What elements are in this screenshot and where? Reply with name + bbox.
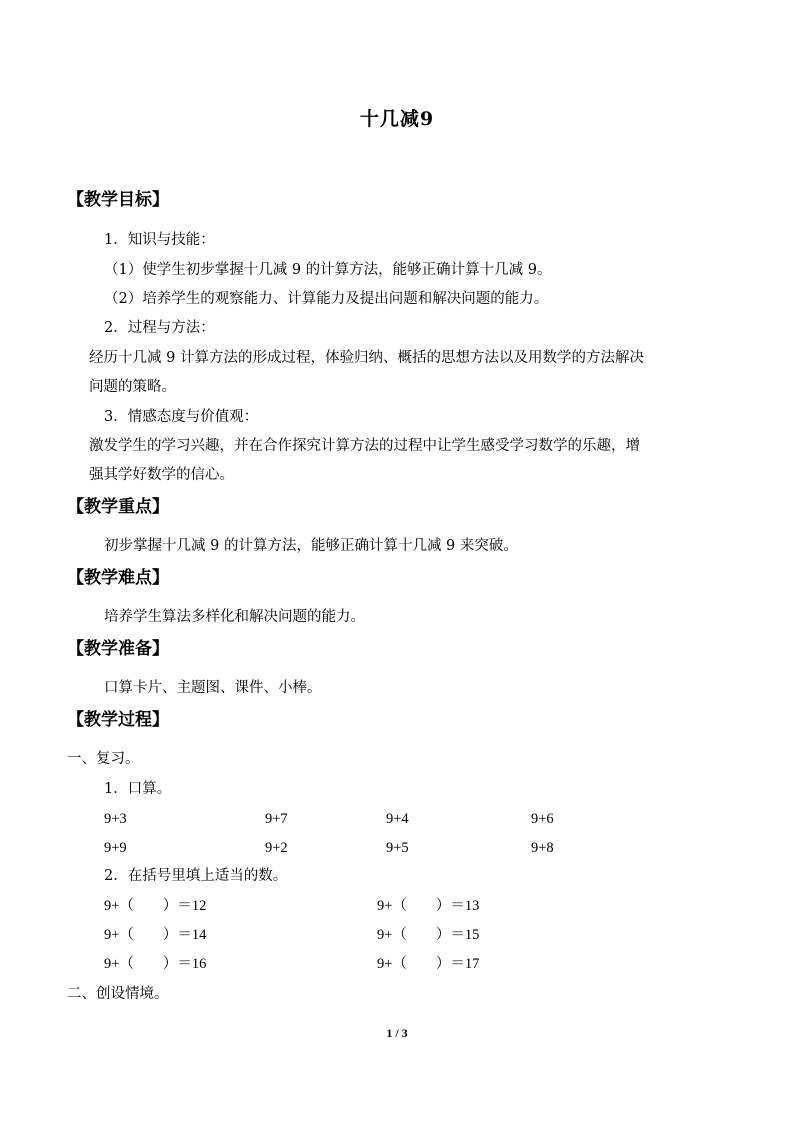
oral-title: 1．口算。 [104, 781, 172, 797]
oral-item: 9+4 [386, 811, 409, 827]
objectives-item3: 3．情感态度与价值观： [104, 409, 259, 425]
process-section1: 一、复习。 [67, 751, 140, 767]
objectives-item2-text-2: 问题的策略。 [89, 379, 176, 395]
difficulties-text: 培养学生算法多样化和解决问题的能力。 [104, 609, 365, 625]
heading-key-points: 【教学重点】 [67, 497, 169, 517]
objectives-item1: 1．知识与技能： [104, 232, 215, 248]
fill-title: 2．在括号里填上适当的数。 [104, 868, 288, 884]
fill-item: 9+（ ）＝15 [377, 927, 480, 943]
key-points-text: 初步掌握十几减 9 的计算方法，能够正确计算十几减 9 来突破。 [104, 538, 518, 554]
objectives-item3-text-2: 强其学好数学的信心。 [89, 467, 234, 483]
fill-item: 9+（ ）＝12 [104, 898, 207, 914]
oral-item: 9+2 [265, 840, 288, 856]
objectives-item1-b: （2）培养学生的观察能力、计算能力及提出问题和解决问题的能力。 [104, 291, 549, 307]
oral-item: 9+5 [386, 840, 409, 856]
oral-item: 9+3 [104, 811, 127, 827]
objectives-item1-a: （1）使学生初步掌握十几减 9 的计算方法，能够正确计算十几减 9。 [104, 262, 552, 278]
process-section2: 二、创设情境。 [67, 986, 169, 1002]
oral-item: 9+6 [531, 811, 554, 827]
oral-item: 9+9 [104, 840, 127, 856]
oral-item: 9+7 [265, 811, 288, 827]
fill-item: 9+（ ）＝17 [377, 956, 480, 972]
objectives-item2: 2．过程与方法： [104, 320, 215, 336]
heading-objectives: 【教学目标】 [67, 190, 169, 210]
document-title: 十几减9 [359, 108, 435, 130]
fill-item: 9+（ ）＝13 [377, 898, 480, 914]
page-number: 1 / 3 [386, 1026, 408, 1040]
heading-preparation: 【教学准备】 [67, 639, 169, 659]
fill-item: 9+（ ）＝16 [104, 956, 207, 972]
fill-item: 9+（ ）＝14 [104, 927, 207, 943]
heading-difficulties: 【教学难点】 [67, 568, 169, 588]
objectives-item2-text-1: 经历十几减 9 计算方法的形成过程，体验归纳、概括的思想方法以及用数学的方法解决 [89, 350, 644, 366]
heading-process: 【教学过程】 [67, 710, 169, 730]
oral-item: 9+8 [531, 840, 554, 856]
objectives-item3-text-1: 激发学生的学习兴趣，并在合作探究计算方法的过程中让学生感受学习数学的乐趣，增 [89, 438, 640, 454]
preparation-text: 口算卡片、主题图、课件、小棒。 [104, 680, 322, 696]
